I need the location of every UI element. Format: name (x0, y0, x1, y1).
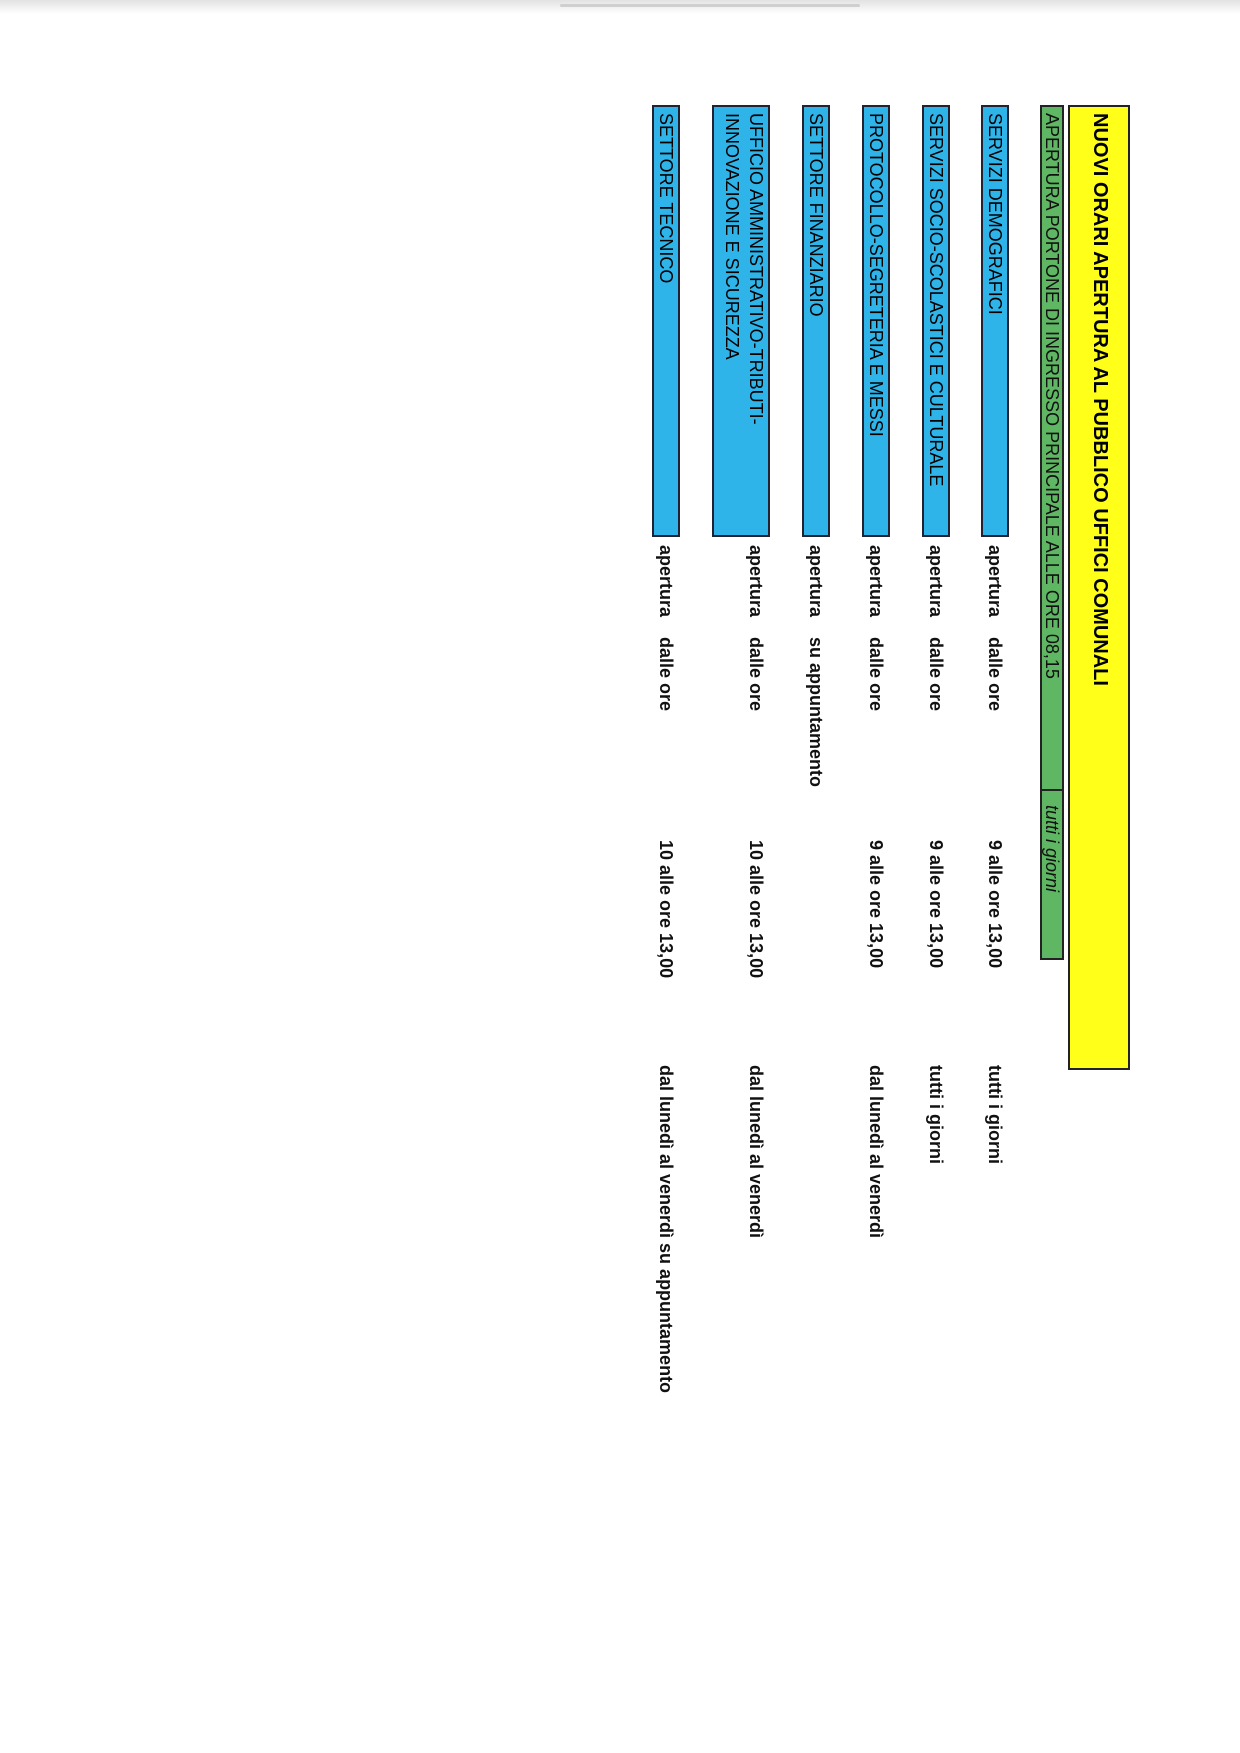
apertura-label: apertura (866, 545, 886, 618)
sector-label (712, 105, 770, 537)
sector-label-line: UFFICIO AMMINISTRATIVO-TRIBUTI- (746, 113, 766, 425)
days-label: tutti i giorni (985, 1065, 1005, 1164)
hours-label: 10 alle ore 13,00 (746, 840, 766, 979)
sector-label: PROTOCOLLO-SEGRETERIA E MESSI (862, 105, 890, 537)
apertura-label: apertura (806, 545, 826, 618)
hours-label: 10 alle ore 13,00 (656, 840, 676, 979)
days-label: dal lunedì al venerdì su appuntamento (656, 1065, 676, 1394)
sector-label-line: INNOVAZIONE E SICUREZZA (722, 113, 742, 360)
sector-label: SETTORE TECNICO (652, 105, 680, 537)
sector-label: SERVIZI DEMOGRAFICI (981, 105, 1009, 537)
apertura-label: apertura (746, 545, 766, 618)
days-label: dal lunedì al venerdì (866, 1065, 886, 1239)
apertura-label: apertura (656, 545, 676, 618)
hours-label: 9 alle ore 13,00 (926, 840, 946, 969)
portone-days: tutti i giorni (1042, 805, 1062, 893)
from-label: dalle ore (985, 637, 1005, 712)
scan-edge (0, 0, 1240, 14)
days-label: tutti i giorni (926, 1065, 946, 1164)
sector-label: SETTORE FINANZIARIO (802, 105, 830, 537)
from-label: dalle ore (746, 637, 766, 712)
from-label: su appuntamento (806, 637, 826, 788)
from-label: dalle ore (926, 637, 946, 712)
from-label: dalle ore (866, 637, 886, 712)
hours-label: 9 alle ore 13,00 (866, 840, 886, 969)
days-label: dal lunedì al venerdì (746, 1065, 766, 1239)
apertura-label: apertura (926, 545, 946, 618)
apertura-label: apertura (985, 545, 1005, 618)
hours-label: 9 alle ore 13,00 (985, 840, 1005, 969)
from-label: dalle ore (656, 637, 676, 712)
sector-label: SERVIZI SOCIO-SCOLASTICI E CULTURALE (922, 105, 950, 537)
portone-label: APERTURA PORTONE DI INGRESSO PRINCIPALE ALLE ORE 08,15 (1042, 113, 1062, 791)
page-title: NUOVI ORARI APERTURA AL PUBBLICO UFFICI COMUNALI (1068, 105, 1130, 1070)
rotated-schedule-sheet (530, 105, 1130, 1555)
portone-banner (1040, 105, 1064, 960)
